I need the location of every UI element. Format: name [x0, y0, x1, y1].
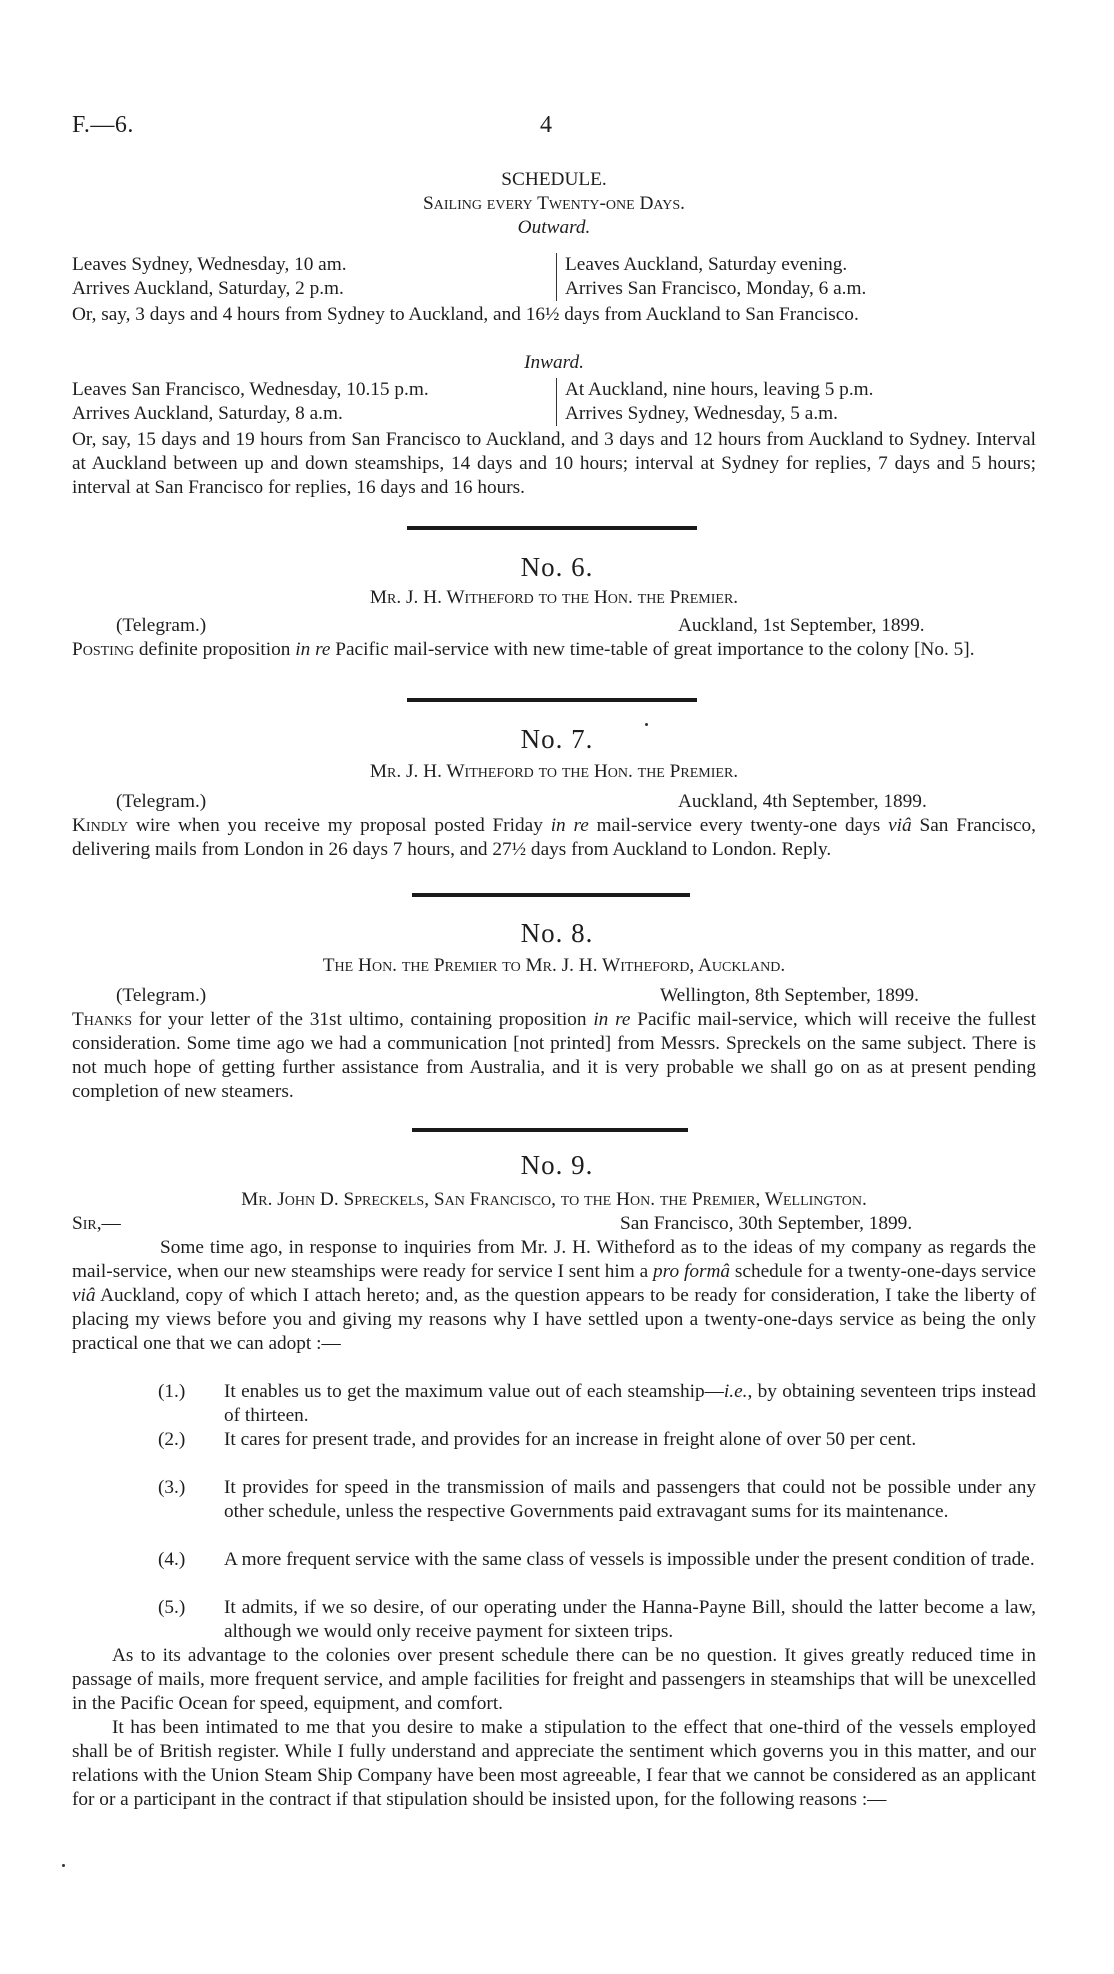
- list-item: [158, 1596, 1036, 1644]
- list-item-label: (2.): [158, 1429, 186, 1450]
- list-item: [158, 1548, 1036, 1572]
- heading-text: Mr. J. H. Witheford to the Hon. the Premier.: [369, 761, 739, 782]
- place-date-9: San Francisco, 30th September, 1899.: [620, 1213, 913, 1234]
- inward-left-line: Leaves San Francisco, Wednesday, 10.15 p.m.: [72, 379, 429, 400]
- italic-text: in re: [295, 639, 331, 660]
- list-item: [158, 1428, 1036, 1452]
- section-divider: [407, 526, 697, 530]
- telegram-label-6: (Telegram.): [116, 615, 207, 636]
- letter-number-6: No. 6.: [520, 552, 594, 582]
- outward-left-column: [72, 253, 542, 301]
- inward-right-line: Arrives Sydney, Wednesday, 5 a.m.: [565, 403, 838, 424]
- letter-paragraph: It has been intimated to me that you desire to make a stipulation to the effect that one-third of the vessels employed shall be of British register. While I fully understand and appreciate the sentiment which governs you in this matter, and our relations with the Union Steam Ship Company have been most agreeable, I fear that we cannot be considered as an applicant for or a participant in the contract if that stipulation should be insisted upon, for the following reasons :—: [72, 1717, 1036, 1810]
- letter-heading-6: [72, 586, 1036, 610]
- inward-left-line: Arrives Auckland, Saturday, 8 a.m.: [72, 403, 343, 424]
- outward-left-line: Arrives Auckland, Saturday, 2 p.m.: [72, 278, 344, 299]
- inward-right-line: At Auckland, nine hours, leaving 5 p.m.: [565, 379, 874, 400]
- body-text: schedule for a twenty-one-days service: [730, 1261, 1036, 1282]
- italic-text: pro formâ: [653, 1261, 731, 1282]
- body-text: Auckland, copy of which I attach hereto; and, as the question appears to be ready for consideration, I take the liberty of placing my views before you and giving my reasons why I have settled upon a twenty-one-days service as being the only practical one that we can adopt :—: [72, 1285, 1036, 1354]
- body-text: , by obtaining seventeen trips instead of thirteen.: [224, 1381, 1036, 1426]
- outward-right-line: Leaves Auckland, Saturday evening.: [565, 254, 848, 275]
- italic-text: in re: [550, 815, 589, 836]
- lead-word: Thanks: [72, 1009, 133, 1030]
- letter-heading-8: [72, 954, 1036, 978]
- letter-paragraph: [72, 1236, 1036, 1356]
- body-text: San Francisco, delivering mails from London in 26 days 7 hours, and 27½ days from Auckland to London. Reply.: [72, 815, 1036, 860]
- list-item-text: It provides for speed in the transmission of mails and passengers that could not be possible under any other schedule, unless the respective Governments paid extravagant sums for its maintenance.: [224, 1477, 1036, 1522]
- outward-label: Outward.: [517, 217, 591, 238]
- letter-body-7: [72, 814, 1036, 862]
- schedule-title: SCHEDULE.: [501, 169, 607, 190]
- list-item-text: It cares for present trade, and provides for an increase in freight alone of over 50 per cent.: [224, 1429, 917, 1450]
- document-reference: F.—6.: [72, 112, 134, 138]
- letter-number-9: No. 9.: [520, 1150, 594, 1180]
- outward-summary: Or, say, 3 days and 4 hours from Sydney to Auckland, and 16½ days from Auckland to San Francisco.: [72, 304, 859, 325]
- letter-number-8: No. 8.: [520, 918, 594, 948]
- body-text: It enables us to get the maximum value out of each steamship—: [224, 1381, 724, 1402]
- inward-label: Inward.: [524, 352, 584, 373]
- letter-body-6: [72, 638, 1036, 662]
- telegram-label-8: (Telegram.): [116, 985, 207, 1006]
- schedule-subtitle: Sailing every Twenty-one Days.: [423, 193, 685, 214]
- body-text: wire when you receive my proposal posted Friday: [128, 815, 551, 836]
- letter-heading-9: [72, 1188, 1036, 1212]
- body-text: Pacific mail-service with new time-table of great importance to the colony [No. 5].: [330, 639, 975, 660]
- letter-paragraph: As to its advantage to the colonies over present schedule there can be no question. It gives greatly reduced time in passage of mails, more frequent service, and ample facilities for freight and passengers in steamships that will be unexcelled in the Pacific Ocean for speed, equipment, and comfort.: [72, 1645, 1036, 1714]
- list-item-text: A more frequent service with the same class of vessels is impossible under the present condition of trade.: [224, 1549, 1035, 1570]
- section-divider: [412, 893, 690, 897]
- list-item-label: (5.): [158, 1597, 186, 1618]
- heading-text: Mr. John D. Spreckels, San Francisco, to the Hon. the Premier, Wellington.: [241, 1189, 867, 1210]
- list-item-label: (4.): [158, 1549, 186, 1570]
- list-item-label: (1.): [158, 1381, 186, 1402]
- list-item-text: [224, 1380, 1036, 1428]
- section-divider: [412, 1128, 688, 1132]
- italic-text: in re: [593, 1009, 631, 1030]
- telegram-label-7: (Telegram.): [116, 791, 207, 812]
- outward-right-line: Arrives San Francisco, Monday, 6 a.m.: [565, 278, 867, 299]
- letter-heading-7: [72, 760, 1036, 784]
- body-text: mail-service every twenty-one days: [588, 815, 889, 836]
- list-item-text: It admits, if we so desire, of our operating under the Hanna-Payne Bill, should the latter become a law, although we would only receive payment for sixteen trips.: [224, 1597, 1036, 1642]
- italic-text: i.e.: [723, 1381, 748, 1402]
- place-date-6: Auckland, 1st September, 1899.: [678, 615, 925, 636]
- place-date-8: Wellington, 8th September, 1899.: [660, 985, 920, 1006]
- italic-text: viâ: [72, 1285, 96, 1306]
- letter-body-8: [72, 1008, 1036, 1104]
- body-text: for your letter of the 31st ultimo, containing proposition: [132, 1009, 594, 1030]
- heading-text: Mr. J. H. Witheford to the Hon. the Premier.: [369, 587, 739, 608]
- list-item-label: (3.): [158, 1477, 186, 1498]
- outward-left-line: Leaves Sydney, Wednesday, 10 am.: [72, 254, 347, 275]
- heading-text: The Hon. the Premier to Mr. J. H. Witheford, Auckland.: [322, 955, 786, 976]
- page-number: 4: [540, 112, 552, 138]
- body-text: definite proposition: [134, 639, 296, 660]
- italic-text: viâ: [888, 815, 912, 836]
- section-divider: [407, 698, 697, 702]
- lead-word: Posting: [72, 639, 135, 660]
- inward-left-column: [72, 378, 542, 426]
- print-speck: [62, 1864, 65, 1867]
- place-date-7: Auckland, 4th September, 1899.: [678, 791, 927, 812]
- body-text: Pacific mail-service, which will receive the fullest consideration. Some time ago we had a communication [not printed] from Messrs. Spreckels on the same subject. There is not much hope of getting further assistance from Australia, and it is very probable we shall go on as at present pending completion of new steamers.: [72, 1009, 1037, 1102]
- letter-number-7: No. 7.: [520, 724, 594, 754]
- list-item: [158, 1476, 1036, 1524]
- list-item: [158, 1380, 1036, 1428]
- lead-word: Kindly: [72, 815, 129, 836]
- inward-right-column: [556, 378, 1045, 426]
- outward-right-column: [556, 253, 1045, 301]
- salutation: Sir,—: [72, 1213, 121, 1234]
- body-text: Some time ago, in response to inquiries from Mr. J. H. Witheford as to the ideas of my company as regards the mail-service, when our new steamships were ready for service I sent him a: [72, 1237, 1036, 1282]
- inward-summary: Or, say, 15 days and 19 hours from San Francisco to Auckland, and 3 days and 12 hours from Auckland to Sydney. Interval at Auckland between up and down steamships, 14 days and 10 hours; interval at Sydney for replies, 7 days and 5 hours; interval at San Francisco for replies, 16 days and 16 hours.: [72, 429, 1036, 498]
